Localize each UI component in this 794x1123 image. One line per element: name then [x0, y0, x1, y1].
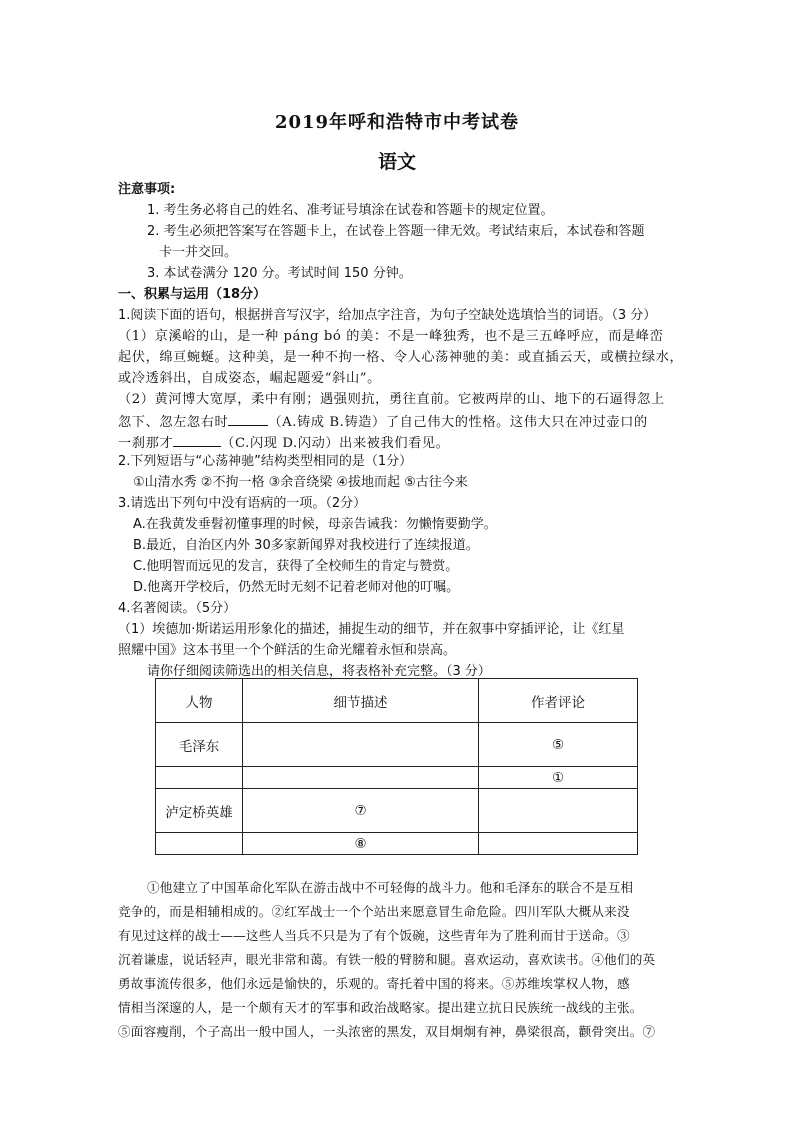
- exam-title: 2019年呼和浩特市中考试卷: [274, 112, 520, 133]
- option-d: D.他离开学校后，仍然无时无刻不记着老师对他的叮嘱。: [133, 580, 460, 595]
- table-row: [156, 833, 638, 855]
- answer-blank[interactable]: [228, 411, 268, 426]
- table-cell[interactable]: [479, 789, 638, 833]
- table-cell: 毛泽东: [156, 723, 243, 767]
- notice-heading: 注意事项:: [118, 182, 176, 197]
- answer-table: [155, 678, 638, 855]
- option-c: C.他明智而远见的发言，获得了全校师生的肯定与赞赏。: [133, 559, 459, 574]
- table-cell: ①: [479, 767, 638, 789]
- table-header: 细节描述: [243, 679, 479, 723]
- table-row: [156, 767, 638, 789]
- passage-line: 情相当深邃的人，是一个颇有天才的军事和政治战略家。提出建立抗日民族统一战线的主张。: [118, 1000, 643, 1015]
- section-heading: 一、积累与运用（18分）: [118, 287, 267, 302]
- option-b: B.最近，自治区内外 30多家新闻界对我校进行了连续报道。: [133, 538, 479, 553]
- text-part: （C.闪现 D.闪动）出来被我们看见。: [221, 436, 450, 451]
- notice-item: 3. 本试卷满分 120 分。考试时间 150 分钟。: [147, 266, 412, 281]
- passage-line: 勇故事流传很多，他们永远是愉快的，乐观的。寄托着中国的将来。⑤苏维埃掌权人物，感: [118, 976, 630, 991]
- question-text: （2）黄河博大宽厚，柔中有刚；遇强则抗，勇往直前。它被两岸的山、地下的石逼得忽上: [118, 392, 665, 407]
- question-stem: 4.名著阅读。（5分）: [118, 601, 237, 616]
- passage-line: 竞争的，而是相辅相成的。②红军战士一个个站出来愿意冒生命危险。四川军队大概从来没: [118, 904, 630, 919]
- table-cell[interactable]: [479, 833, 638, 855]
- table-row: [156, 789, 638, 833]
- table-cell: ⑤: [479, 723, 638, 767]
- table-cell: 泸定桥英雄: [156, 789, 243, 833]
- question-text: （1）埃德加·斯诺运用形象化的描述，捕捉生动的细节，并在叙事中穿插评论，让《红星: [118, 622, 625, 637]
- question-options: ①山清水秀 ②不拘一格 ③余音绕梁 ④拔地而起 ⑤古往今来: [133, 475, 468, 490]
- table-header-row: [156, 679, 638, 723]
- text-part: 忽下、忽左忽右时: [118, 415, 229, 430]
- option-a: A.在我黄发垂髫初懂事理的时候，母亲告诫我：勿懒惰要勤学。: [133, 517, 497, 532]
- passage-line: 有见过这样的战士——这些人当兵不只是为了有个饭碗，这些青年为了胜利而甘于送命。③: [118, 928, 630, 943]
- question-text: 或冷透斜出，自成姿态，崛起题爱“斜山”。: [118, 371, 381, 386]
- table-header: 作者评论: [479, 679, 638, 723]
- question-stem: 3.请选出下列句中没有语病的一项。（2分）: [118, 496, 367, 511]
- question-text: 起伏，绵亘蜿蜒。这种美，是一种不拘一格、令人心荡神驰的美：或直插云天，或横拉绿水，: [118, 350, 684, 365]
- table-cell[interactable]: [156, 833, 243, 855]
- subject-title: 语文: [377, 151, 416, 173]
- table-cell: ⑦: [243, 789, 479, 833]
- text-part: 一刹那才: [118, 436, 174, 451]
- table-cell[interactable]: [156, 767, 243, 789]
- notice-item: 卡一并交回。: [159, 245, 238, 260]
- table-cell[interactable]: [243, 767, 479, 789]
- answer-blank[interactable]: [173, 432, 221, 447]
- table-header: 人物: [156, 679, 243, 723]
- question-text: 照耀中国》这本书里一个个鲜活的生命光耀着永恒和崇高。: [118, 643, 457, 658]
- notice-item: 2. 考生必须把答案写在答题卡上，在试卷上答题一律无效。考试结束后，本试卷和答题: [147, 224, 645, 239]
- question-text: [118, 411, 648, 433]
- text-part: （A.铸成 B.铸造）了自己伟大的性格。这伟大只在冲过壶口的: [268, 415, 648, 430]
- question-stem: 2.下列短语与“心荡神驰”结构类型相同的是（1分）: [118, 454, 413, 469]
- passage-line: 沉着谦虚，说话轻声，眼光非常和蔼。有铁一般的臂膀和腿。喜欢运动，喜欢读书。④他们的英: [118, 952, 656, 967]
- question-text: （1）京溪峪的山，是一种 páng bó 的美：不是一峰独秀，也不是三五峰呼应，而是峰峦: [118, 329, 664, 344]
- table-row: [156, 723, 638, 767]
- table-cell[interactable]: [243, 723, 479, 767]
- question-stem: 1.阅读下面的语句，根据拼音写汉字，给加点字注音，为句子空缺处选填恰当的词语。（3 分）: [118, 308, 657, 323]
- notice-item: 1. 考生务必将自己的姓名、准考证号填涂在试卷和答题卡的规定位置。: [147, 203, 554, 218]
- question-text: 请你仔细阅读筛选出的相关信息，将表格补充完整。（3 分）: [147, 664, 491, 679]
- table-cell: ⑧: [243, 833, 479, 855]
- passage-line: ⑤面容瘦削，个子高出一般中国人，一头浓密的黑发，双目炯炯有神，鼻梁很高，颧骨突出。⑦: [118, 1024, 656, 1039]
- passage-line: ①他建立了中国革命化军队在游击战中不可轻侮的战斗力。他和毛泽东的联合不是互相: [147, 880, 634, 895]
- question-text: [118, 432, 449, 454]
